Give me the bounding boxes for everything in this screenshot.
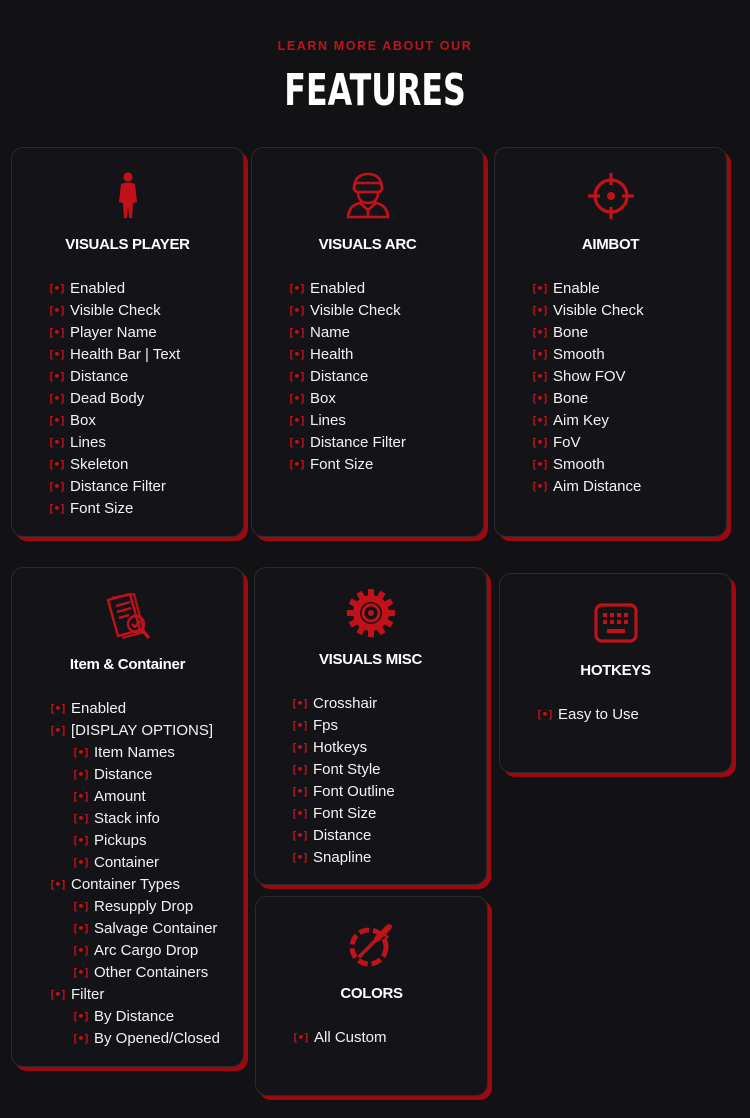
- feature-item: [49, 808, 220, 830]
- feature-label: Enabled: [70, 280, 126, 297]
- bullet-icon: [•]: [72, 746, 89, 759]
- feature-label: Box: [70, 412, 96, 429]
- feature-item: [531, 344, 644, 366]
- page-title: FEATURES: [284, 65, 466, 116]
- feature-label: Fps: [313, 717, 339, 734]
- bullet-icon: [•]: [292, 1031, 309, 1044]
- feature-item: [49, 698, 220, 720]
- feature-item: [49, 742, 220, 764]
- bullet-icon: [•]: [291, 719, 308, 732]
- card-hotkeys: [499, 573, 732, 773]
- feature-item: [48, 278, 180, 300]
- feature-item: [531, 432, 644, 454]
- bullet-icon: [•]: [531, 436, 548, 449]
- feature-label: Enabled: [71, 700, 127, 717]
- feature-label: Bone: [553, 324, 589, 341]
- gear-icon: [346, 588, 396, 638]
- bullet-icon: [•]: [48, 436, 65, 449]
- feature-label: Other Containers: [94, 964, 209, 981]
- feature-item: [531, 322, 644, 344]
- color-picker-icon: [347, 919, 397, 969]
- feature-item: [49, 1006, 220, 1028]
- card-title: VISUALS MISC: [318, 651, 423, 668]
- feature-item: [291, 825, 395, 847]
- feature-item: [288, 300, 406, 322]
- feature-label: Smooth: [553, 456, 605, 473]
- feature-label: Container Types: [71, 876, 180, 893]
- feature-item: [49, 830, 220, 852]
- feature-label: Aim Key: [553, 412, 609, 429]
- feature-list: [288, 278, 406, 476]
- bullet-icon: [•]: [72, 790, 89, 803]
- bullet-icon: [•]: [49, 988, 66, 1001]
- card-aimbot: [494, 147, 727, 537]
- bullet-icon: [•]: [531, 370, 548, 383]
- feature-label: Pickups: [94, 832, 147, 849]
- feature-item: [288, 278, 406, 300]
- feature-item: [49, 896, 220, 918]
- feature-item: [531, 476, 644, 498]
- feature-label: Lines: [70, 434, 106, 451]
- bullet-icon: [•]: [72, 966, 89, 979]
- feature-item: [291, 759, 395, 781]
- feature-item: [48, 366, 180, 388]
- feature-label: Health Bar | Text: [70, 346, 181, 363]
- bullet-icon: [•]: [291, 851, 308, 864]
- feature-item: [288, 322, 406, 344]
- feature-label: Distance: [94, 766, 153, 783]
- bullet-icon: [•]: [72, 1010, 89, 1023]
- feature-label: Health: [310, 346, 354, 363]
- feature-label: [DISPLAY OPTIONS]: [71, 722, 213, 739]
- card-colors: [255, 896, 488, 1096]
- feature-label: Show FOV: [553, 368, 626, 385]
- feature-label: Amount: [94, 788, 146, 805]
- feature-item: [288, 344, 406, 366]
- feature-item: [49, 984, 220, 1006]
- feature-item: [48, 498, 180, 520]
- feature-item: [49, 1028, 220, 1050]
- bullet-icon: [•]: [48, 370, 65, 383]
- feature-item: [291, 715, 395, 737]
- feature-label: Dead Body: [70, 390, 145, 407]
- feature-label: Font Size: [70, 500, 134, 517]
- bullet-icon: [•]: [72, 856, 89, 869]
- feature-item: [49, 962, 220, 984]
- feature-item: [291, 781, 395, 803]
- bullet-icon: [•]: [531, 392, 548, 405]
- feature-label: Visible Check: [553, 302, 644, 319]
- feature-item: [49, 764, 220, 786]
- bullet-icon: [•]: [291, 807, 308, 820]
- bullet-icon: [•]: [531, 304, 548, 317]
- bullet-icon: [•]: [291, 763, 308, 776]
- feature-item: [536, 704, 639, 726]
- feature-item: [48, 476, 180, 498]
- feature-item: [291, 847, 395, 869]
- bullet-icon: [•]: [291, 785, 308, 798]
- bullet-icon: [•]: [531, 458, 548, 471]
- feature-label: Distance: [70, 368, 129, 385]
- feature-label: Arc Cargo Drop: [94, 942, 199, 959]
- feature-label: By Opened/Closed: [94, 1030, 220, 1047]
- feature-label: Smooth: [553, 346, 605, 363]
- person-icon: [116, 172, 140, 220]
- feature-list: [49, 698, 220, 1050]
- feature-item: [291, 693, 395, 715]
- feature-label: Distance: [313, 827, 372, 844]
- bullet-icon: [•]: [48, 392, 65, 405]
- documents-icon: [102, 590, 154, 644]
- feature-label: Font Outline: [313, 783, 395, 800]
- feature-item: [531, 300, 644, 322]
- bullet-icon: [•]: [288, 414, 305, 427]
- bullet-icon: [•]: [72, 834, 89, 847]
- feature-label: Box: [310, 390, 336, 407]
- bullet-icon: [•]: [72, 812, 89, 825]
- bullet-icon: [•]: [288, 370, 305, 383]
- feature-item: [288, 366, 406, 388]
- feature-label: Filter: [71, 986, 105, 1003]
- feature-label: Distance Filter: [70, 478, 166, 495]
- helmet-soldier-icon: [344, 170, 392, 220]
- feature-label: Crosshair: [313, 695, 378, 712]
- bullet-icon: [•]: [48, 304, 65, 317]
- feature-item: [49, 940, 220, 962]
- bullet-icon: [•]: [288, 348, 305, 361]
- bullet-icon: [•]: [48, 458, 65, 471]
- feature-item: [531, 388, 644, 410]
- bullet-icon: [•]: [531, 414, 548, 427]
- feature-item: [48, 388, 180, 410]
- keyboard-icon: [593, 602, 639, 644]
- feature-item: [49, 852, 220, 874]
- bullet-icon: [•]: [72, 944, 89, 957]
- feature-label: Skeleton: [70, 456, 129, 473]
- feature-label: Bone: [553, 390, 589, 407]
- feature-label: Lines: [310, 412, 346, 429]
- feature-item: [531, 366, 644, 388]
- bullet-icon: [•]: [48, 348, 65, 361]
- feature-item: [291, 737, 395, 759]
- bullet-icon: [•]: [288, 436, 305, 449]
- feature-label: Font Size: [313, 805, 377, 822]
- feature-label: Distance Filter: [310, 434, 406, 451]
- card-visuals-misc: [254, 567, 487, 885]
- feature-label: Stack info: [94, 810, 160, 827]
- bullet-icon: [•]: [291, 697, 308, 710]
- feature-label: Player Name: [70, 324, 157, 341]
- card-title: VISUALS ARC: [318, 236, 417, 253]
- feature-item: [49, 720, 220, 742]
- bullet-icon: [•]: [49, 702, 66, 715]
- bullet-icon: [•]: [291, 829, 308, 842]
- feature-item: [288, 432, 406, 454]
- card-title: VISUALS PLAYER: [65, 236, 190, 253]
- feature-label: Visible Check: [70, 302, 161, 319]
- feature-label: Salvage Container: [94, 920, 218, 937]
- feature-label: Snapline: [313, 849, 372, 866]
- bullet-icon: [•]: [531, 326, 548, 339]
- feature-label: Name: [310, 324, 351, 341]
- feature-label: Item Names: [94, 744, 175, 761]
- bullet-icon: [•]: [48, 326, 65, 339]
- feature-item: [292, 1027, 387, 1049]
- feature-list: [48, 278, 180, 520]
- feature-item: [531, 410, 644, 432]
- bullet-icon: [•]: [288, 392, 305, 405]
- bullet-icon: [•]: [288, 304, 305, 317]
- bullet-icon: [•]: [536, 708, 553, 721]
- bullet-icon: [•]: [531, 480, 548, 493]
- feature-label: Resupply Drop: [94, 898, 194, 915]
- bullet-icon: [•]: [288, 458, 305, 471]
- feature-label: Visible Check: [310, 302, 401, 319]
- feature-list: [536, 704, 639, 726]
- bullet-icon: [•]: [49, 878, 66, 891]
- feature-label: Font Size: [310, 456, 374, 473]
- bullet-icon: [•]: [72, 768, 89, 781]
- bullet-icon: [•]: [531, 348, 548, 361]
- feature-label: Aim Distance: [553, 478, 642, 495]
- feature-item: [49, 918, 220, 940]
- crosshair-icon: [587, 172, 635, 220]
- feature-item: [48, 322, 180, 344]
- card-title: COLORS: [340, 985, 403, 1002]
- bullet-icon: [•]: [48, 414, 65, 427]
- card-visuals-arc: [251, 147, 484, 537]
- bullet-icon: [•]: [291, 741, 308, 754]
- feature-item: [288, 388, 406, 410]
- feature-item: [48, 344, 180, 366]
- feature-label: By Distance: [94, 1008, 175, 1025]
- feature-list: [531, 278, 644, 498]
- feature-item: [48, 454, 180, 476]
- feature-item: [531, 454, 644, 476]
- feature-label: All Custom: [314, 1029, 387, 1046]
- bullet-icon: [•]: [49, 724, 66, 737]
- feature-list: [292, 1027, 387, 1049]
- card-visuals-player: [11, 147, 244, 537]
- bullet-icon: [•]: [48, 502, 65, 515]
- feature-item: [291, 803, 395, 825]
- feature-item: [288, 454, 406, 476]
- bullet-icon: [•]: [72, 1032, 89, 1045]
- bullet-icon: [•]: [48, 480, 65, 493]
- bullet-icon: [•]: [72, 900, 89, 913]
- feature-item: [49, 786, 220, 808]
- eyebrow-text: LEARN MORE ABOUT OUR: [277, 39, 473, 53]
- feature-label: FoV: [553, 434, 581, 451]
- feature-label: Easy to Use: [558, 706, 639, 723]
- bullet-icon: [•]: [48, 282, 65, 295]
- feature-item: [531, 278, 644, 300]
- feature-label: Container: [94, 854, 160, 871]
- feature-item: [48, 432, 180, 454]
- feature-label: Distance: [310, 368, 369, 385]
- bullet-icon: [•]: [531, 282, 548, 295]
- feature-item: [48, 410, 180, 432]
- card-title: AIMBOT: [581, 236, 640, 253]
- feature-label: Enabled: [310, 280, 366, 297]
- bullet-icon: [•]: [288, 326, 305, 339]
- feature-item: [288, 410, 406, 432]
- feature-label: Enable: [553, 280, 600, 297]
- feature-list: [291, 693, 395, 869]
- card-title: Item & Container: [69, 656, 186, 673]
- card-item-container: [11, 567, 244, 1067]
- feature-item: [48, 300, 180, 322]
- bullet-icon: [•]: [288, 282, 305, 295]
- feature-label: Hotkeys: [313, 739, 368, 756]
- feature-item: [49, 874, 220, 896]
- card-title: HOTKEYS: [580, 662, 651, 679]
- feature-label: Font Style: [313, 761, 381, 778]
- bullet-icon: [•]: [72, 922, 89, 935]
